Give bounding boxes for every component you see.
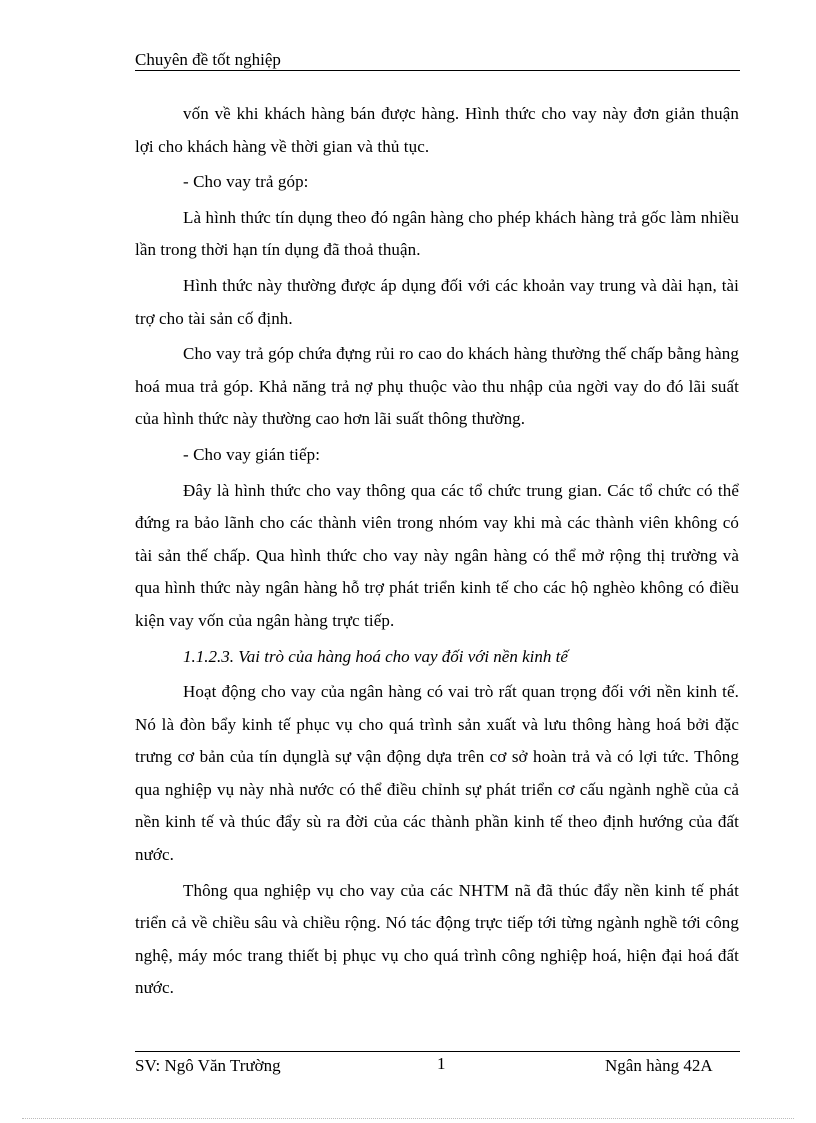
footer-divider xyxy=(135,1051,740,1052)
paragraph-1: vốn về khi khách hàng bán được hàng. Hình thức cho vay này đơn giản thuận lợi cho khách hàng về thời gian và thủ tục. xyxy=(135,104,739,156)
footer-page-number: 1 xyxy=(437,1054,446,1073)
footer-student-name: SV: Ngô Văn Trường xyxy=(135,1056,281,1075)
bullet-indirect-loan: - Cho vay gián tiếp: xyxy=(183,444,321,464)
page-bottom-edge xyxy=(22,1118,794,1119)
paragraph-4: Hình thức này thường được áp dụng đối với các khoản vay trung và dài hạn, tài trợ cho tài sản cố định. xyxy=(135,275,739,328)
bullet-installment-loan: - Cho vay trả góp: xyxy=(183,172,309,192)
document-body xyxy=(135,98,739,1008)
paragraph-3: Là hình thức tín dụng theo đó ngân hàng cho phép khách hàng trả gốc làm nhiều lần trong thời hạn tín dụng đã thoả thuận. xyxy=(135,207,739,260)
header-divider xyxy=(135,70,740,71)
section-heading: 1.1.2.3. Vai trò của hàng hoá cho vay đối với nền kinh tế xyxy=(183,646,568,666)
paragraph-8: Hoạt động cho vay của ngân hàng có vai trò rất quan trọng đối với nền kinh tế. Nó là đòn bẩy kinh tế phục vụ cho quá trình sản xuất và lưu thông hàng hoá bởi đặc trưng cơ bản của tín dụnglà sự vận động dựa trên cơ sở hoàn trả và có lợi tức. Thông qua nghiệp vụ này nhà nước có thể điều chỉnh sự phát triển cơ cấu ngành nghề của cả nền kinh tế và thúc đẩy sù ra đời của các thành phần kinh tế theo định hướng của đất nước. xyxy=(135,682,739,865)
footer-class-name: Ngân hàng 42A xyxy=(605,1056,713,1075)
document-header-title: Chuyên đề tốt nghiệp xyxy=(135,50,281,69)
paragraph-9: Thông qua nghiệp vụ cho vay của các NHTM nã đã thúc đẩy nền kinh tế phát triển cả về chiều sâu và chiều rộng. Nó tác động trực tiếp tới từng ngành nghề tới công nghệ, máy móc trang thiết bị phục vụ cho quá trình công nghiệp hoá, hiện đại hoá đất nước. xyxy=(135,880,739,998)
paragraph-5: Cho vay trả góp chứa đựng rủi ro cao do khách hàng thường thế chấp bằng hàng hoá mua trả góp. Khả năng trả nợ phụ thuộc vào thu nhập của ngời vay do đó lãi suất của hình thức này thường cao hơn lãi suất thông thường. xyxy=(135,344,739,429)
paragraph-7: Đây là hình thức cho vay thông qua các tổ chức trung gian. Các tổ chức có thể đứng ra bảo lãnh cho các thành viên trong nhóm vay khi mà các thành viên không có tài sản thế chấp. Qua hình thức cho vay này ngân hàng có thể mở rộng thị trường và qua hình thức này ngân hàng hỗ trợ phát triển kinh tế cho các hộ nghèo không có điều kiện vay vốn của ngân hàng trực tiếp. xyxy=(135,480,739,630)
